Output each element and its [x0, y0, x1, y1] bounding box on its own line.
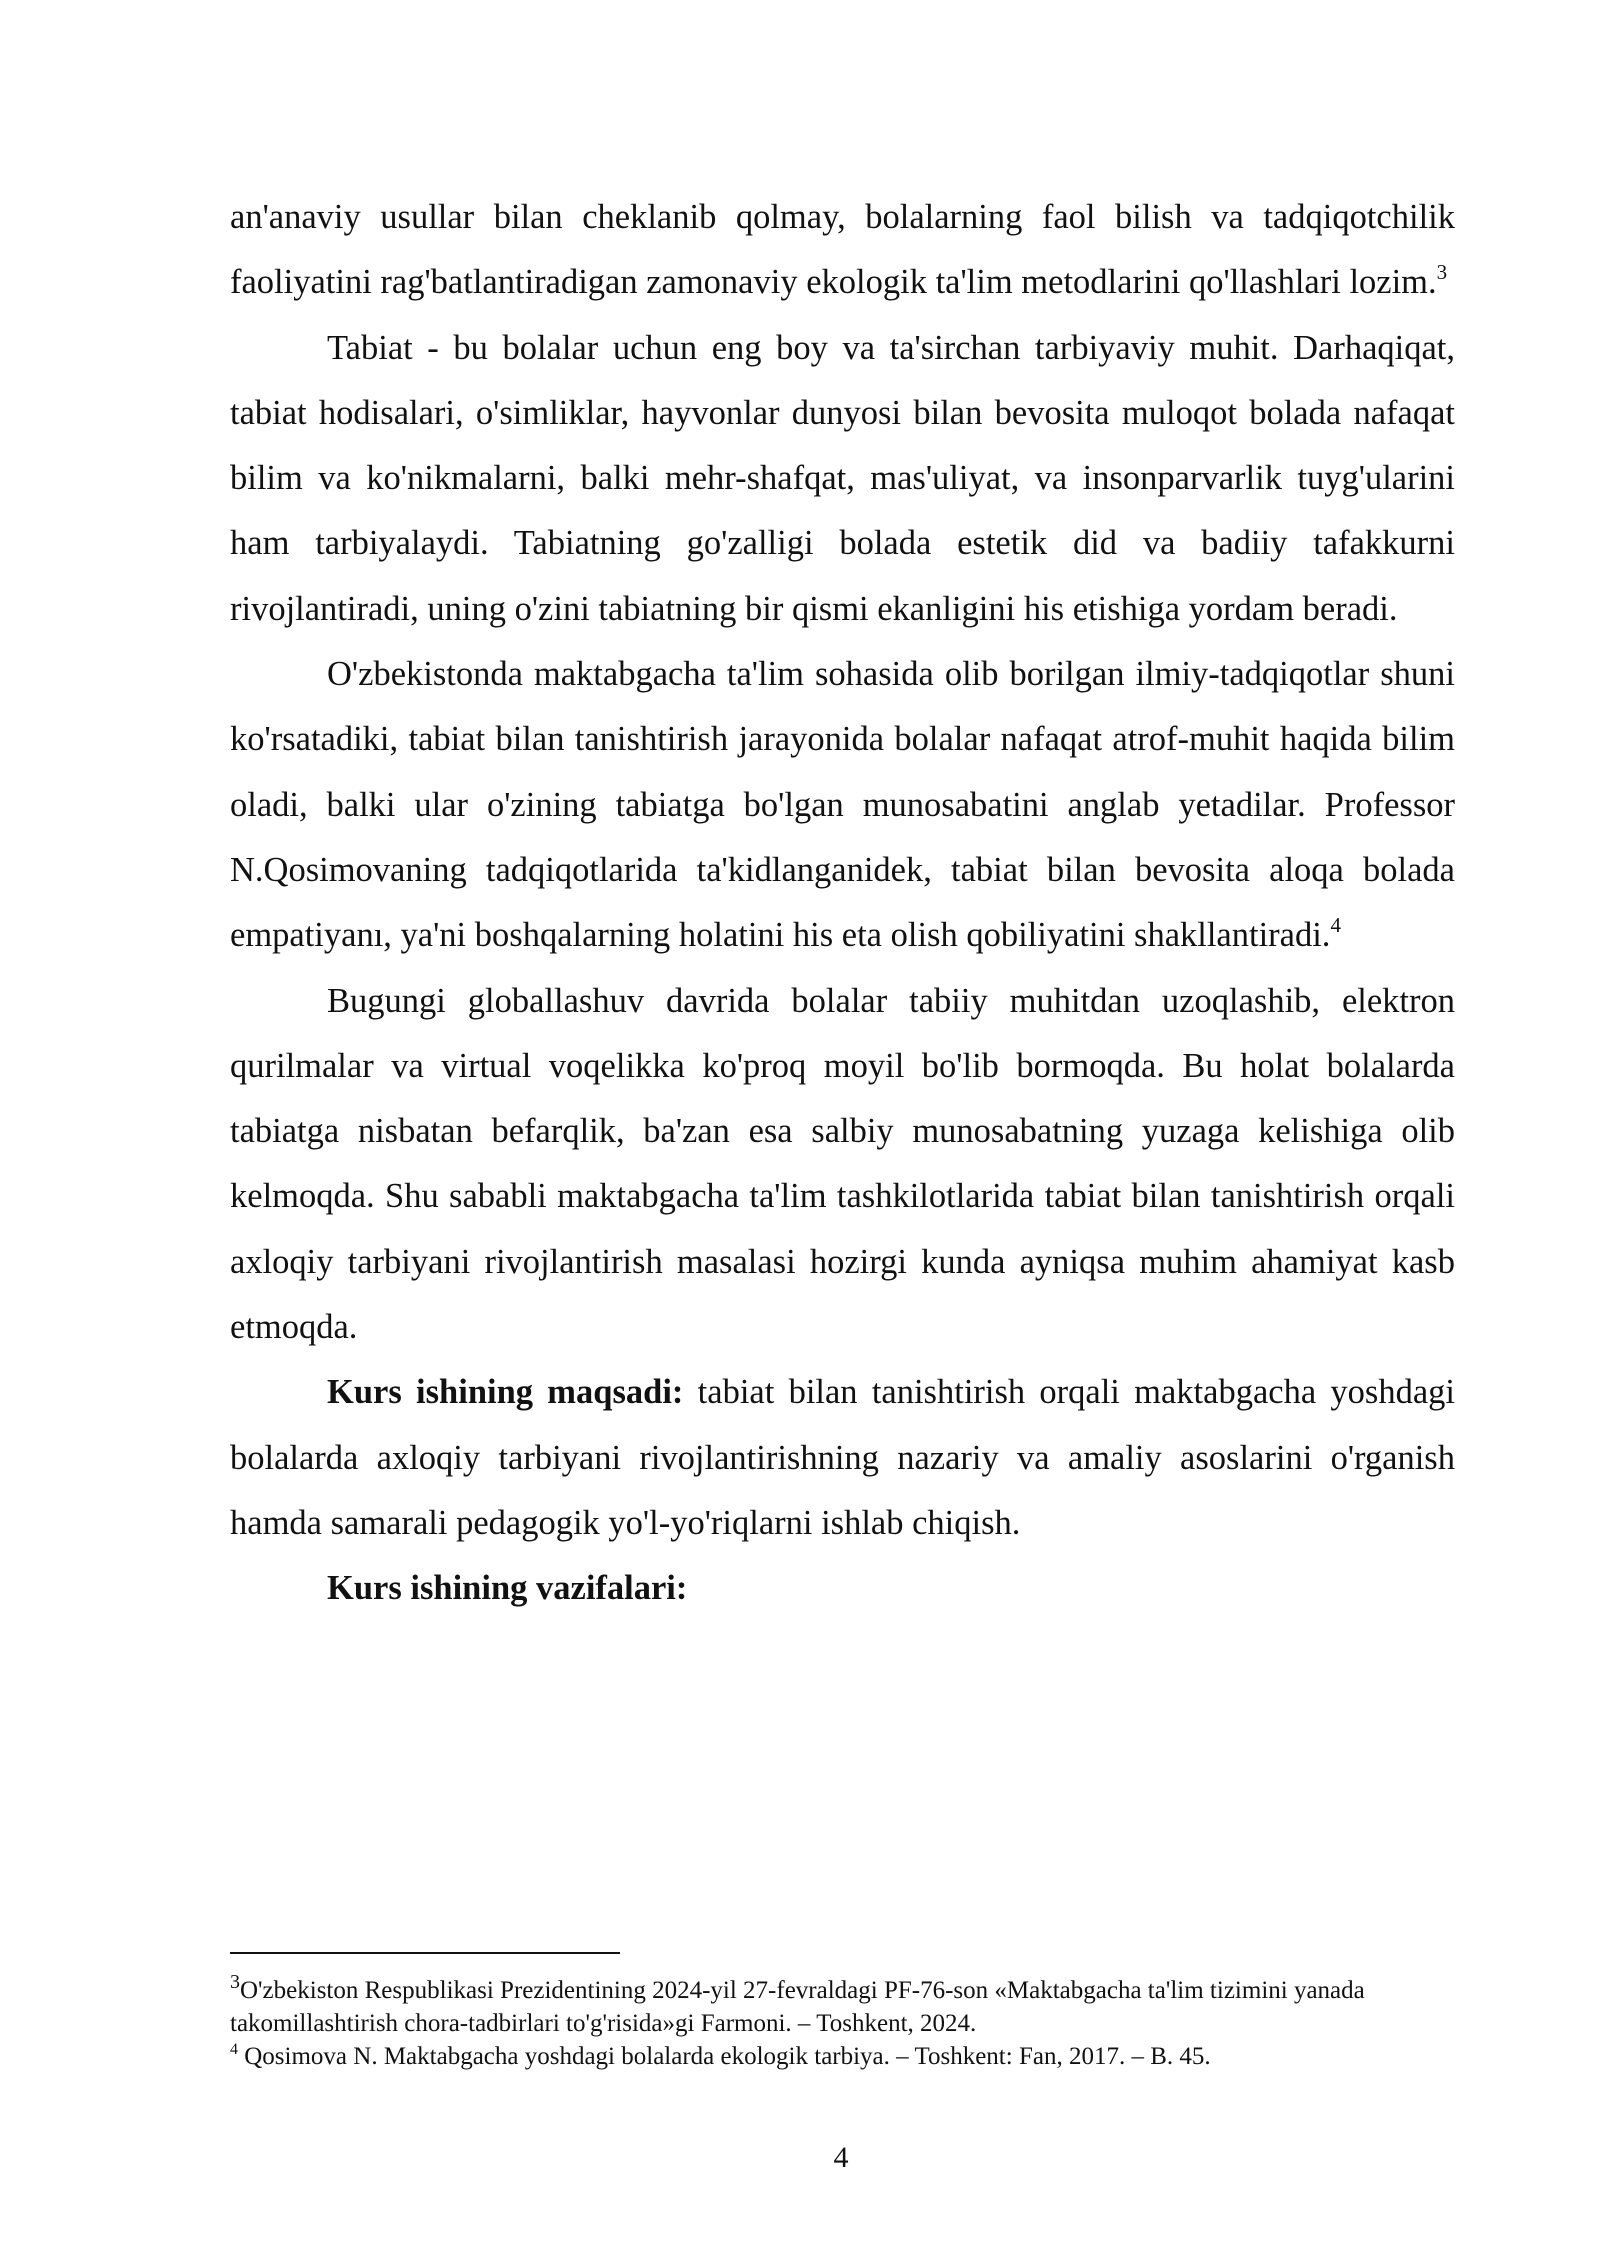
footnote-3 — [230, 1971, 1460, 2040]
paragraph-text: an'anaviy usullar bilan cheklanib qolmay, bolalarning faol bilish va tadqiqotchilik faoliyatini rag'batlantiradigan zamonaviy ekologik ta'lim metodlarini qo'llashlari lozim. — [230, 198, 1455, 302]
page-number: 4 — [833, 2141, 849, 2174]
footnote-text: Qosimova N. Maktabgacha yoshdagi bolalarda ekologik tarbiya. – Toshkent: Fan, 2017. – B. 45. — [238, 2043, 1211, 2070]
tasks-heading: Kurs ishining vazifalari: — [327, 1569, 688, 1608]
footnote-reference: 3 — [1436, 260, 1448, 285]
footnote-reference: 4 — [1330, 913, 1341, 938]
footnote-number: 4 — [230, 2041, 238, 2058]
main-text — [230, 185, 1455, 1622]
paragraph-text: Bugungi globallashuv davrida bolalar tabiiy muhitdan uzoqlashib, elektron qurilmalar va virtual voqelikka ko'proq moyil bo'lib bormoqda. Bu holat bolalarda tabiatga nisbatan befarqlik, ba'zan esa salbiy munosabatning yuzaga kelishiga olib kelmoqda. Shu sababli maktabgacha ta'lim tashkilotlarida tabiat bilan tanishtirish orqali axloqiy tarbiyani rivojlantirish masalasi hozirgi kunda ayniqsa muhim ahamiyat kasb etmoqda. — [230, 981, 1455, 1347]
goal-label: Kurs ishining maqsadi: — [327, 1373, 684, 1412]
paragraph-text: O'zbekistonda maktabgacha ta'lim sohasida olib borilgan ilmiy-tadqiqotlar shuni ko'rsatadiki, tabiat bilan tanishtirish jarayonida bolalar nafaqat atrof-muhit haqida bilim oladi, balki ular o'zining tabiatga bo'lgan munosabatini anglab yetadilar. Professor N.Qosimovaning tadqiqotlarida ta'kidlanganidek, tabiat bilan bevosita aloqa bolada empatiyanı, ya'ni boshqalarning holatini his eta olish qobiliyatini shakllantiradi. — [230, 655, 1455, 955]
footnote-4 — [230, 2040, 1460, 2073]
footnotes — [230, 1971, 1460, 2073]
paragraph-text: Tabiat - bu bolalar uchun eng boy va ta'sirchan tarbiyaviy muhit. Darhaqiqat, tabiat hodisalari, o'simliklar, hayvonlar dunyosi bilan bevosita muloqot bolada nafaqat bilim va ko'nikmalarni, balki mehr-shafqat, mas'uliyat, va insonparvarlik tuyg'ularini ham tarbiyalaydi. Tabiatning go'zalligi bolada estetik did va badiiy tafakkurni rivojlantiradi, uning o'zini tabiatning bir qismi ekanligini his etishiga yordam beradi. — [230, 328, 1455, 628]
paragraph-globalization — [230, 969, 1455, 1361]
paragraph-nature-environment — [230, 316, 1455, 642]
footnote-text: O'zbekiston Respublikasi Prezidentining 2024-yil 27-fevraldagi PF-76-son «Maktabgacha ta'lim tizimini yanada takomillashtirish chora-tadbirlari to'g'risida»gi Farmoni. – Toshkent, 2024. — [230, 1977, 1365, 2037]
paragraph-continuation — [230, 185, 1455, 316]
paragraph-course-goal — [230, 1360, 1455, 1556]
footnote-separator — [230, 1952, 620, 1954]
paragraph-research — [230, 642, 1455, 968]
goal-text: tabiat bilan tanishtirish orqali maktabgacha yoshdagi bolalarda axloqiy tarbiyani rivojlantirishning nazariy va amaliy asoslarini o'rganish hamda samarali pedagogik yo'l-yo'riqlarni ishlab chiqish. — [230, 1373, 1455, 1542]
footnote-number: 3 — [230, 1971, 240, 1993]
paragraph-course-tasks — [230, 1556, 1455, 1621]
